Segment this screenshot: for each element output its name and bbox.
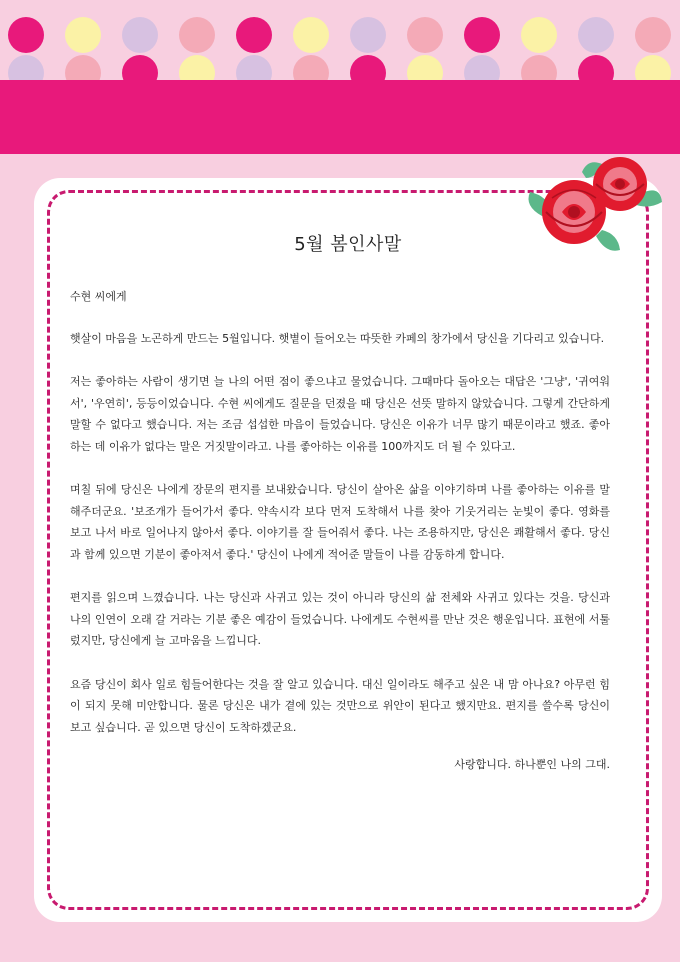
polka-dot [293,17,329,53]
paragraph-5: 요즘 당신이 회사 일로 힘들어한다는 것을 잘 알고 있습니다. 대신 일이라도 해주고 싶은 내 맘 아나요? 아무런 힘이 되지 못해 미안합니다. 물론 당신은 내가 곁에 있는 것만으로 위안이 된다고 했지만요. 편지를 쓸수록 당신이 보고 싶습니다. 곧 있으면 당신이 도착하겠군요. [70,677,610,734]
paragraph-4: 편지를 읽으며 느꼈습니다. 나는 당신과 사귀고 있는 것이 아니라 당신의 삶 전체와 사귀고 있다는 것을. 당신과 나의 인연이 오래 갈 거라는 기분 좋은 예감이 들었습니다. 나에게도 수현씨를 만난 것은 행운입니다. 표현에 서툴렀지만, 당신에게 늘 고마움을 느낍니다. [70,591,610,647]
polka-dot [578,17,614,53]
polka-dot [8,17,44,53]
polka-dot [464,17,500,53]
polka-dot [407,17,443,53]
polka-dot [65,17,101,53]
letter-body [70,286,610,787]
polka-dot [236,17,272,53]
paragraph-1: 햇살이 마음을 노곤하게 만드는 5월입니다. 햇볕이 들어오는 따뜻한 카페의 창가에서 당신을 기다리고 있습니다. [70,331,605,345]
polka-dot [521,17,557,53]
paragraph-2: 저는 좋아하는 사람이 생기면 늘 나의 어떤 점이 좋으냐고 물었습니다. 그때마다 돌아오는 대답은 '그냥', '귀여워서', '우연히', 등등이었습니다. 수현 씨에게도 질문을 던졌을 때 당신은 선뜻 말하지 않았습니다. 그렇게 간단하게 말할 수 없다고 했습니다. 저는 조금 섭섭한 마음이 들었습니다. 당신은 이유가 너무 많기 때문이라고 했죠. 좋아하는 데 이유가 없다는 말은 거짓말이라고. 나를 좋아하는 이유를 100까지도 더 될 수 있다고. [70,375,610,453]
polka-dot [179,17,215,53]
letter-title: 5월 봄인사말 [294,234,402,255]
closing-signature: 사랑합니다. 하나뿐인 나의 그대. [454,758,610,771]
polka-dot [350,17,386,53]
polka-dot [635,17,671,53]
polka-dot [122,17,158,53]
paragraph-3: 며칠 뒤에 당신은 나에게 장문의 편지를 보내왔습니다. 당신이 살아온 삶을 이야기하며 나를 좋아하는 이유를 말해주더군요. '보조개가 들어가서 좋다. 약속시각 보다 먼저 도착해서 나를 찾아 기웃거리는 눈빛이 좋다. 영화를 보고 나서 바로 일어나지 않아서 좋다. 이야기를 잘 들어줘서 좋다. 나는 조용하지만, 당신은 쾌활해서 좋다. 당신과 함께 있으면 기분이 좋아져서 좋다.' 당신이 나에게 적어준 말들이 나를 감동하게 합니다. [70,483,610,561]
polka-dot-header [0,0,680,90]
salutation: 수현 씨에게 [70,290,127,303]
magenta-header-band [0,80,680,154]
